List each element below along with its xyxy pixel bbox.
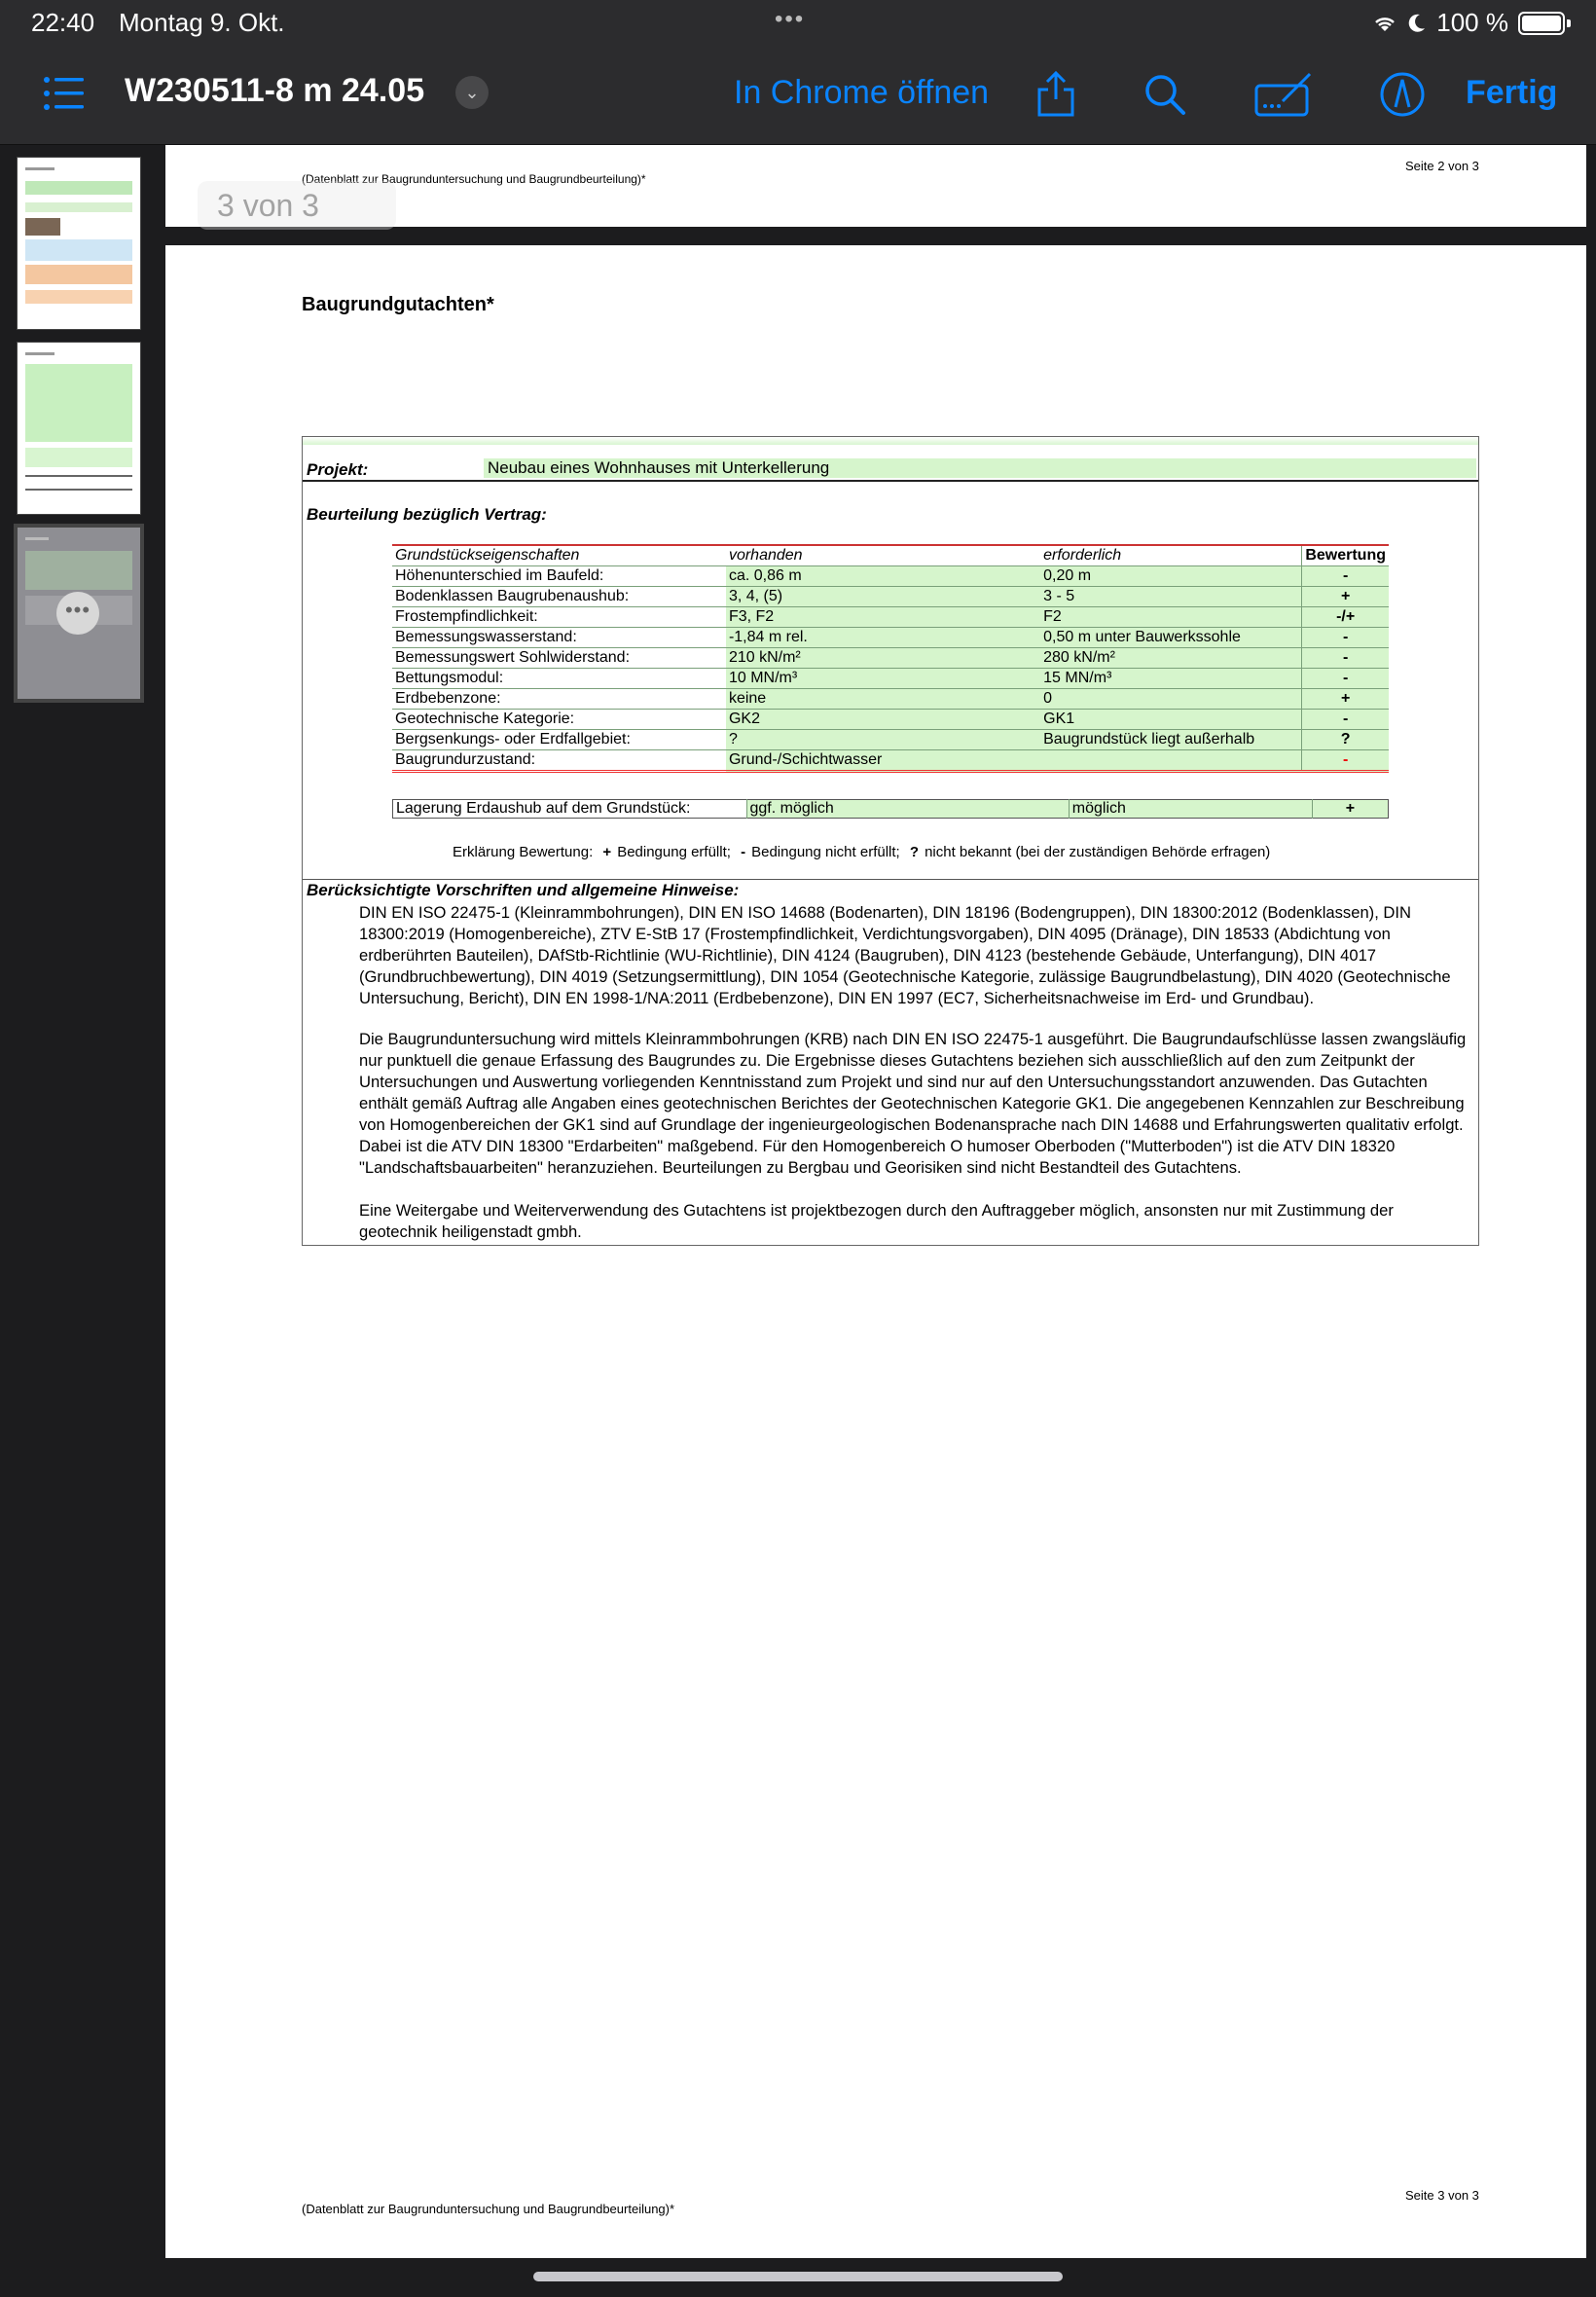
cell-property: Bemessungswert Sohlwiderstand: [392,648,726,669]
cell-required: 3 - 5 [1040,587,1302,607]
cell-required [1040,750,1302,772]
cell-present: F3, F2 [726,607,1040,628]
cell-present: Grund-/Schichtwasser [726,750,1040,772]
cell-property: Bodenklassen Baugrubenaushub: [392,587,726,607]
header-rating: Bewertung [1302,545,1389,566]
chevron-down-icon[interactable]: ⌄ [455,76,489,109]
lagerung-required: möglich [1069,800,1312,819]
cell-required: 280 kN/m² [1040,648,1302,669]
legend-intro: Erklärung Bewertung: [453,844,594,860]
table-header-row [392,545,1389,566]
table-row [392,689,1389,710]
notes-paragraph: Die Baugrunduntersuchung wird mittels Kleinrammbohrungen (KRB) nach DIN EN ISO 22475-1 ausgeführt. Die Baugrundaufschlüsse lassen zwangsläufig nur punktuell die genaue Erfassung des Baugrundes zu. Die Ergebnisse dieses Gutachtens beziehen sich ausschließlich auf den zum Zeitpunkt der Untersuchungen und Auswertung vorliegenden Kenntnisstand zum Projekt und sind nur auf den Untersuchungsstandort anzuwenden. Das Gutachten enthält gemäß Auftrag alle Angaben eines geotechnischen Berichtes der Geotechnischen Kategorie GK1. Die angegebenen Kennzahlen zur Beschreibung von Homogenbereichen der GK1 sind auf Grundlage der ingenieurgeologischen Bodenansprache nach DIN 14688 und Erfahrungswerten qualitativ erfolgt. Dabei ist die ATV DIN 18300 "Erdarbeiten" maßgebend. Für den Homogenbereich O humoser Oberboden ("Mutterboden") ist die ATV DIN 18320 "Landschaftsbauarbeiten" heranzuziehen. Beurteilungen zu Bergbau und Georisiken sind nicht Bestandteil des Gutachtens. [359,1030,1467,1177]
table-row [392,710,1389,730]
list-icon[interactable] [43,74,86,113]
table-row [392,730,1389,750]
lagerung-rating: + [1312,800,1388,819]
header-required: erforderlich [1040,545,1302,566]
page-number: Seite 3 von 3 [1405,2188,1479,2203]
rating-legend [453,844,1270,860]
cell-present: 10 MN/m³ [726,669,1040,689]
cell-property: Baugrundurzustand: [392,750,726,772]
previous-page-footer: (Datenblatt zur Baugrunduntersuchung und Baugrundbeurteilung)* [302,172,646,186]
regulations-paragraph: DIN EN ISO 22475-1 (Kleinrammbohrungen), DIN EN ISO 14688 (Bodenarten), DIN 18196 (Bodengruppen), DIN 18300:2012 (Bodenklassen), DIN 18300:2019 (Homogenbereiche), ZTV E-StB 17 (Frostempfindlichkeit, Verdichtungsvorgaben), DIN 4095 (Dränage), DIN 18533 (Abdichtung von erdberührten Bauteilen), DAfStb-Richtlinie (WU-Richtlinie), DIN 4124 (Baugruben), DIN 4123 (bestehende Gebäude, Unterfangung), DIN 4017 (Grundbruchbewertung), DIN 4019 (Setzungsermittlung), DIN 1054 (Geotechnische Kategorie, zulässige Baugrundbelastung), DIN 4020 (Geotechnische Untersuchung, Bericht), DIN EN 1998-1/NA:2011 (Erdbebenzone), DIN EN 1997 (EC7, Sicherheitsnachweise im Erd- und Grundbau). [359,903,1451,1007]
done-button[interactable]: Fertig [1466,74,1558,111]
legend-plus-symbol: + [602,844,612,860]
cell-required: Baugrundstück liegt außerhalb [1040,730,1302,750]
home-indicator[interactable] [533,2272,1063,2281]
page-indicator [198,181,396,230]
table-row [392,648,1389,669]
cell-present: keine [726,689,1040,710]
table-row [392,587,1389,607]
cell-required: F2 [1040,607,1302,628]
search-icon[interactable] [1141,70,1189,119]
cell-present: -1,84 m rel. [726,628,1040,648]
page-thumbnails-sidebar [0,145,157,2297]
legend-minus-symbol: - [741,844,746,860]
cell-present: ? [726,730,1040,750]
document-title[interactable]: W230511-8 m 24.05 [125,72,425,109]
disclaimer-paragraph: Eine Weitergabe und Weiterverwendung des Gutachtens ist projektbezogen durch den Auftraggeber möglich, ansonsten nur mit Zustimmung der geotechnik heiligenstadt gmbh. [359,1201,1394,1241]
cell-rating: -/+ [1302,607,1389,628]
status-bar [0,0,1596,47]
cell-rating: + [1302,587,1389,607]
previous-page-number: Seite 2 von 3 [1405,159,1479,173]
lagerung-row [392,799,1389,819]
more-options-icon[interactable]: ••• [56,592,99,635]
divider [303,480,1478,482]
cell-required: 0 [1040,689,1302,710]
header-property: Grundstückseigenschaften [392,545,726,566]
cell-required: 15 MN/m³ [1040,669,1302,689]
legend-question-symbol: ? [909,844,920,860]
page-thumbnail-3[interactable] [18,528,140,699]
properties-table [392,544,1389,773]
hinweise-heading: Berücksichtigte Vorschriften und allgemeine Hinweise: [307,881,740,899]
battery-tip [1567,19,1571,27]
pen-annotation-icon[interactable] [1378,70,1427,119]
page-thumbnail-2[interactable] [18,343,140,514]
cell-rating: - [1302,710,1389,730]
cell-rating: - [1302,566,1389,587]
table-row [392,566,1389,587]
status-date: Montag 9. Okt. [119,8,285,37]
page-thumbnail-1[interactable] [18,158,140,329]
battery-percentage: 100 % [1436,8,1508,37]
battery-icon [1518,12,1565,35]
cell-present: ca. 0,86 m [726,566,1040,587]
cut-off-row [303,437,1478,445]
table-row [392,750,1389,772]
markup-icon[interactable] [1253,70,1316,119]
table-row [392,607,1389,628]
cell-rating: + [1302,689,1389,710]
moon-icon [1407,13,1427,34]
table-row [392,628,1389,648]
legend-plus-text: Bedingung erfüllt; [617,844,731,860]
cell-property: Frostempfindlichkeit: [392,607,726,628]
wifi-icon [1372,14,1397,33]
cell-property: Höhenunterschied im Baufeld: [392,566,726,587]
status-time: 22:40 [31,8,95,37]
divider [303,879,1478,880]
cell-present: GK2 [726,710,1040,730]
top-toolbar [0,47,1596,145]
cell-property: Erdbebenzone: [392,689,726,710]
multitasking-dots-icon[interactable]: ••• [775,6,806,32]
assessment-frame [302,436,1479,1246]
header-present: vorhanden [726,545,1040,566]
cell-rating: - [1302,648,1389,669]
page-indicator-text: 3 von 3 [217,188,319,223]
cell-rating: - [1302,750,1389,772]
cell-property: Bemessungswasserstand: [392,628,726,648]
cell-property: Bergsenkungs- oder Erdfallgebiet: [392,730,726,750]
cell-required: 0,50 m unter Bauwerkssohle [1040,628,1302,648]
cell-present: 210 kN/m² [726,648,1040,669]
cell-required: 0,20 m [1040,566,1302,587]
lagerung-present: ggf. möglich [746,800,1069,819]
cell-property: Bettungsmodul: [392,669,726,689]
lagerung-property: Lagerung Erdaushub auf dem Grundstück: [396,800,691,817]
cell-rating: ? [1302,730,1389,750]
cell-required: GK1 [1040,710,1302,730]
status-indicators [1372,8,1571,38]
cell-rating: - [1302,669,1389,689]
legend-minus-text: Bedingung nicht erfüllt; [751,844,900,860]
cell-present: 3, 4, (5) [726,587,1040,607]
projekt-label: Projekt: [307,460,369,479]
page-footer: (Datenblatt zur Baugrunduntersuchung und Baugrundbeurteilung)* [302,2202,675,2216]
cell-rating: - [1302,628,1389,648]
projekt-value: Neubau eines Wohnhauses mit Unterkellerung [484,458,1476,478]
cell-property: Geotechnische Kategorie: [392,710,726,730]
legend-question-text: nicht bekannt (bei der zuständigen Behörde erfragen) [925,844,1271,860]
pdf-page-3 [165,245,1586,2258]
page-title: Baugrundgutachten* [302,294,494,315]
share-icon[interactable] [1032,70,1080,119]
table-row [392,669,1389,689]
beurteilung-heading: Beurteilung bezüglich Vertrag: [307,505,547,524]
open-in-chrome-button[interactable]: In Chrome öffnen [734,74,990,111]
